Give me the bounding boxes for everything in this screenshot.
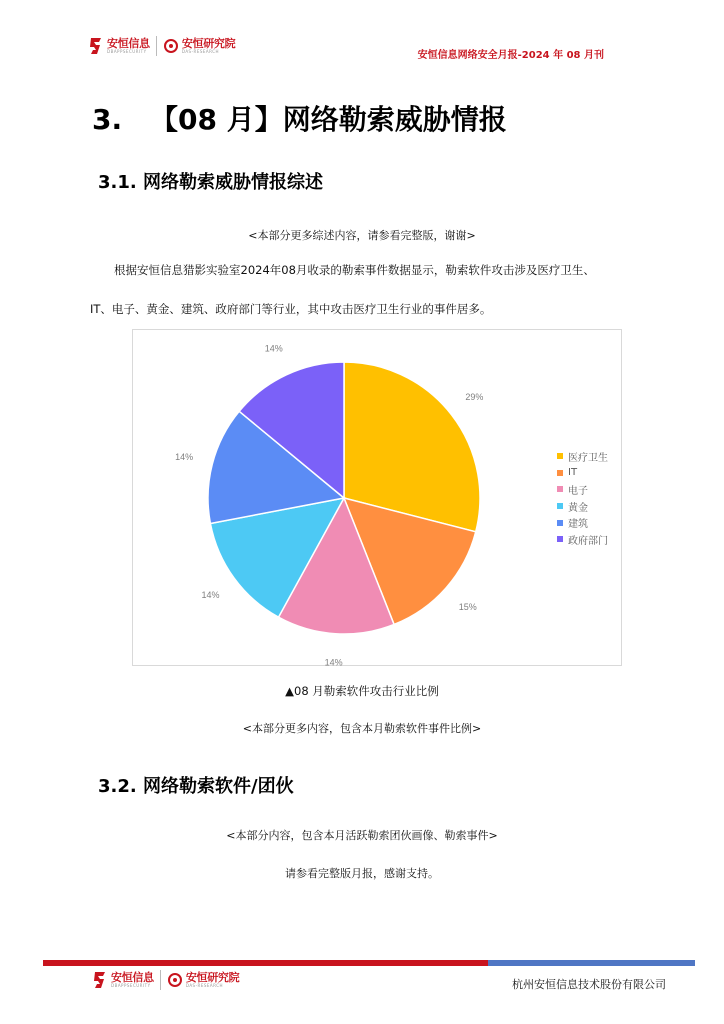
- pie-data-label-2: 15%: [458, 602, 477, 613]
- footer-logo-divider: [160, 970, 161, 990]
- legend-label: 电子: [568, 485, 588, 497]
- logo-secondary-text: 安恒研究院: [181, 36, 236, 50]
- document-header-title: 安恒信息网络安全月报-2024 年 08 月刊: [417, 50, 604, 61]
- legend-item-6: [557, 531, 608, 548]
- full-report-note: 请参看完整版月报，感谢支持。: [285, 867, 439, 880]
- legend-swatch: [557, 486, 563, 492]
- footer-color-bar: [43, 960, 695, 966]
- pie-data-label-4: 14%: [201, 589, 220, 600]
- overview-note: <本部分更多综述内容，请参看完整版，谢谢>: [248, 229, 476, 242]
- legend-swatch: [557, 470, 563, 476]
- legend-item-1: [557, 448, 608, 465]
- footer-logo-secondary-text: 安恒研究院: [185, 970, 240, 984]
- legend-label: 医疗卫生: [568, 452, 608, 464]
- legend-label: 黄金: [568, 502, 588, 514]
- overview-paragraph-line-2: IT、电子、黄金、建筑、政府部门等行业，其中攻击医疗卫生行业的事件居多。: [90, 302, 492, 316]
- footer-logo-primary-sub: DBAPPSECURITY: [111, 982, 151, 988]
- pie-chart-svg: [133, 330, 623, 667]
- footer-logo-secondary-sub: DAS-RESEARCH: [185, 982, 224, 988]
- legend-item-3: [557, 481, 608, 498]
- footer-research-logo-icon: [167, 970, 183, 990]
- pie-data-label-3: 14%: [324, 657, 343, 667]
- section-number: 3.: [92, 103, 123, 136]
- footer-company-name: 杭州安恒信息技术股份有限公司: [512, 978, 666, 991]
- legend-swatch: [557, 536, 563, 542]
- industry-pie-chart: [132, 329, 622, 666]
- section-title: 【08 月】网络勒索威胁情报: [150, 103, 507, 136]
- overview-paragraph-line-1: 根据安恒信息猎影实验室2024年08月收录的勒索事件数据显示，勒索软件攻击涉及医疗卫生、: [114, 263, 595, 277]
- pie-data-label-6: 14%: [264, 343, 283, 354]
- chart-caption: ▲08 月勒索软件攻击行业比例: [285, 684, 439, 698]
- legend-label: 政府部门: [568, 535, 608, 547]
- header-logo: [88, 36, 235, 56]
- logo-divider: [156, 36, 157, 56]
- dbappsecurity-logo-icon: [88, 36, 104, 56]
- footer-bar-blue: [488, 960, 695, 966]
- logo-primary-sub: DBAPPSECURITY: [107, 48, 147, 54]
- gang-note: <本部分内容，包含本月活跃勒索团伙画像、勒索事件>: [226, 829, 498, 842]
- pie-data-label-5: 14%: [175, 451, 194, 462]
- logo-primary-text: 安恒信息: [107, 36, 150, 50]
- footer-bar-red: [43, 960, 488, 966]
- footer-logo-primary-text: 安恒信息: [111, 970, 154, 984]
- chart-note: <本部分更多内容，包含本月勒索软件事件比例>: [242, 722, 482, 735]
- legend-item-4: [557, 498, 608, 515]
- subsection-2-heading: 3.2. 网络勒索软件/团伙: [98, 776, 294, 797]
- legend-swatch: [557, 453, 563, 459]
- footer-dbappsecurity-logo-icon: [92, 970, 108, 990]
- section-heading: [92, 98, 507, 138]
- subsection-1-heading: 3.1. 网络勒索威胁情报综述: [98, 172, 323, 193]
- legend-item-5: [557, 514, 608, 531]
- legend-label: 建筑: [568, 519, 588, 531]
- pie-data-label-1: 29%: [465, 391, 484, 402]
- research-institute-logo-icon: [163, 36, 179, 56]
- footer-logo: [92, 970, 239, 990]
- logo-secondary-sub: DAS-RESEARCH: [181, 48, 220, 54]
- legend-swatch: [557, 503, 563, 509]
- legend-item-2: [557, 465, 608, 482]
- legend-swatch: [557, 520, 563, 526]
- chart-legend: [557, 448, 608, 548]
- legend-label: IT: [568, 467, 578, 479]
